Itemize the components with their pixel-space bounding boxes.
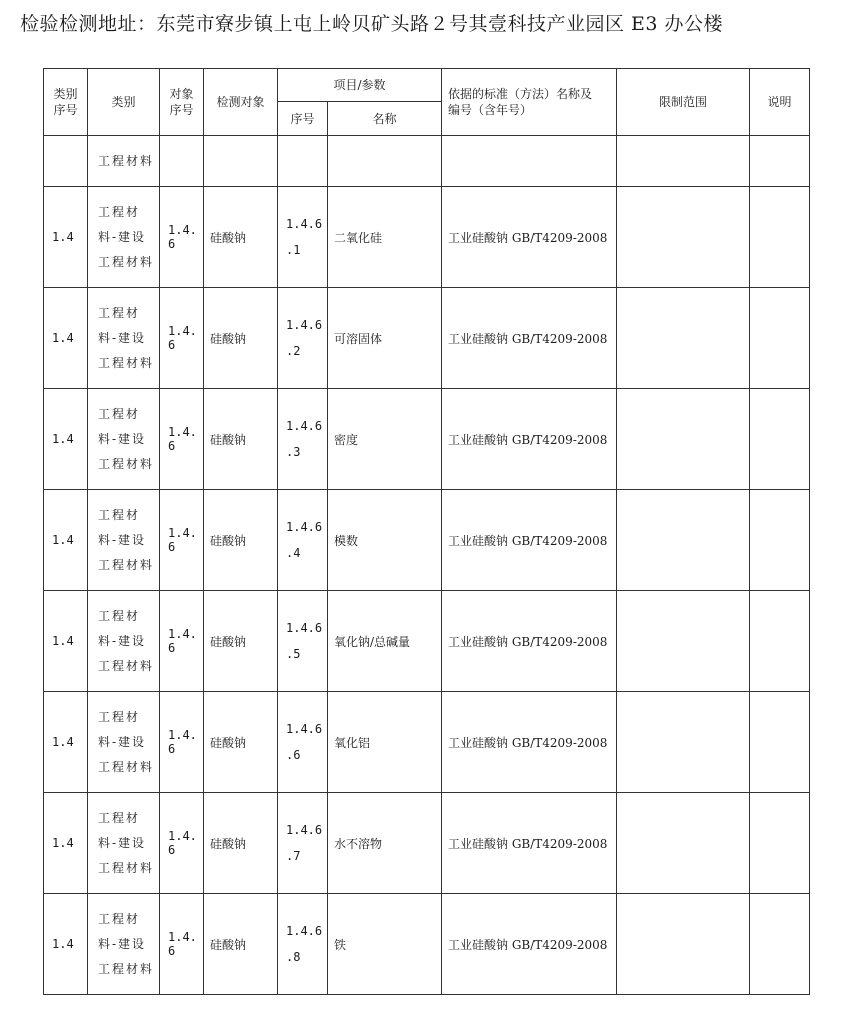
- table-row: [44, 187, 810, 288]
- cell-cat-no: 1.4: [44, 288, 88, 389]
- header-name: 名称: [328, 102, 442, 136]
- cell-cat-no: [44, 136, 88, 187]
- header-category: 类别: [88, 69, 160, 136]
- cell-obj-no: 1.4.6: [160, 894, 204, 995]
- cell-object: 硅酸钠: [204, 692, 278, 793]
- header-category-no: 类别 序号: [44, 69, 88, 136]
- cell-obj-no: 1.4.6: [160, 288, 204, 389]
- cell-name: 水不溶物: [328, 793, 442, 894]
- cell-cat-no: 1.4: [44, 894, 88, 995]
- cell-note: [750, 793, 810, 894]
- cell-seq: 1.4.6 .2: [278, 288, 328, 389]
- cell-limit: [617, 692, 750, 793]
- table-row: [44, 692, 810, 793]
- cell-name: 氧化铝: [328, 692, 442, 793]
- cell-cat-no: 1.4: [44, 793, 88, 894]
- cell-cat-no: 1.4: [44, 591, 88, 692]
- cell-obj-no: 1.4.6: [160, 389, 204, 490]
- cell-seq: 1.4.6 .6: [278, 692, 328, 793]
- cell-note: [750, 490, 810, 591]
- cell-category: 工程材料-建设工程材料: [88, 288, 160, 389]
- cell-standard: 工业硅酸钠 GB/T4209-2008: [442, 187, 617, 288]
- cell-object: 硅酸钠: [204, 591, 278, 692]
- header-limit: 限制范围: [617, 69, 750, 136]
- address-heading: 检验检测地址：东莞市寮步镇上屯上岭贝矿头路２号其壹科技产业园区 E3 办公楼: [20, 13, 724, 35]
- cell-limit: [617, 389, 750, 490]
- cell-standard: 工业硅酸钠 GB/T4209-2008: [442, 692, 617, 793]
- cell-category: 工程材料: [88, 136, 160, 187]
- cell-standard: 工业硅酸钠 GB/T4209-2008: [442, 894, 617, 995]
- cell-seq: 1.4.6 .5: [278, 591, 328, 692]
- cell-object: 硅酸钠: [204, 288, 278, 389]
- cell-category: 工程材料-建设工程材料: [88, 692, 160, 793]
- cell-limit: [617, 288, 750, 389]
- cell-seq: 1.4.6 .4: [278, 490, 328, 591]
- cell-limit: [617, 894, 750, 995]
- cell-category: 工程材料-建设工程材料: [88, 591, 160, 692]
- table-row: [44, 793, 810, 894]
- cell-cat-no: 1.4: [44, 389, 88, 490]
- cell-name: [328, 136, 442, 187]
- cell-standard: 工业硅酸钠 GB/T4209-2008: [442, 793, 617, 894]
- cell-standard: 工业硅酸钠 GB/T4209-2008: [442, 591, 617, 692]
- cell-cat-no: 1.4: [44, 490, 88, 591]
- cell-category: 工程材料-建设工程材料: [88, 894, 160, 995]
- cell-note: [750, 288, 810, 389]
- table-row: [44, 389, 810, 490]
- cell-limit: [617, 136, 750, 187]
- cell-limit: [617, 591, 750, 692]
- cell-name: 铁: [328, 894, 442, 995]
- cell-seq: 1.4.6 .3: [278, 389, 328, 490]
- cell-name: 密度: [328, 389, 442, 490]
- cell-limit: [617, 187, 750, 288]
- cell-object: 硅酸钠: [204, 894, 278, 995]
- cell-name: 可溶固体: [328, 288, 442, 389]
- cell-object: 硅酸钠: [204, 187, 278, 288]
- cell-standard: 工业硅酸钠 GB/T4209-2008: [442, 389, 617, 490]
- cell-note: [750, 692, 810, 793]
- cell-category: 工程材料-建设工程材料: [88, 793, 160, 894]
- header-object: 检测对象: [204, 69, 278, 136]
- cell-category: 工程材料-建设工程材料: [88, 187, 160, 288]
- cell-cat-no: 1.4: [44, 692, 88, 793]
- cell-seq: [278, 136, 328, 187]
- table-row: [44, 894, 810, 995]
- cell-cat-no: 1.4: [44, 187, 88, 288]
- cell-object: 硅酸钠: [204, 793, 278, 894]
- cell-seq: 1.4.6 .1: [278, 187, 328, 288]
- header-standard: 依据的标准（方法）名称及 编号（含年号）: [442, 69, 617, 136]
- accreditation-table: [43, 68, 810, 995]
- cell-name: 二氧化硅: [328, 187, 442, 288]
- table-header-row: [44, 69, 810, 102]
- header-object-no: 对象 序号: [160, 69, 204, 136]
- cell-category: 工程材料-建设工程材料: [88, 389, 160, 490]
- cell-seq: 1.4.6 .8: [278, 894, 328, 995]
- cell-obj-no: 1.4.6: [160, 793, 204, 894]
- cell-obj-no: 1.4.6: [160, 692, 204, 793]
- cell-standard: 工业硅酸钠 GB/T4209-2008: [442, 490, 617, 591]
- cell-object: 硅酸钠: [204, 490, 278, 591]
- cell-obj-no: 1.4.6: [160, 591, 204, 692]
- header-seq: 序号: [278, 102, 328, 136]
- cell-obj-no: [160, 136, 204, 187]
- cell-category: 工程材料-建设工程材料: [88, 490, 160, 591]
- cell-note: [750, 136, 810, 187]
- cell-name: 氧化钠/总碱量: [328, 591, 442, 692]
- cell-note: [750, 894, 810, 995]
- cell-standard: [442, 136, 617, 187]
- table-row-category: [44, 136, 810, 187]
- table-row: [44, 288, 810, 389]
- cell-limit: [617, 490, 750, 591]
- cell-note: [750, 389, 810, 490]
- cell-note: [750, 187, 810, 288]
- cell-obj-no: 1.4.6: [160, 187, 204, 288]
- cell-standard: 工业硅酸钠 GB/T4209-2008: [442, 288, 617, 389]
- table-row: [44, 591, 810, 692]
- cell-seq: 1.4.6 .7: [278, 793, 328, 894]
- cell-limit: [617, 793, 750, 894]
- cell-obj-no: 1.4.6: [160, 490, 204, 591]
- cell-object: 硅酸钠: [204, 389, 278, 490]
- header-note: 说明: [750, 69, 810, 136]
- table-row: [44, 490, 810, 591]
- cell-object: [204, 136, 278, 187]
- cell-name: 模数: [328, 490, 442, 591]
- header-item-param: 项目/参数: [278, 69, 442, 102]
- cell-note: [750, 591, 810, 692]
